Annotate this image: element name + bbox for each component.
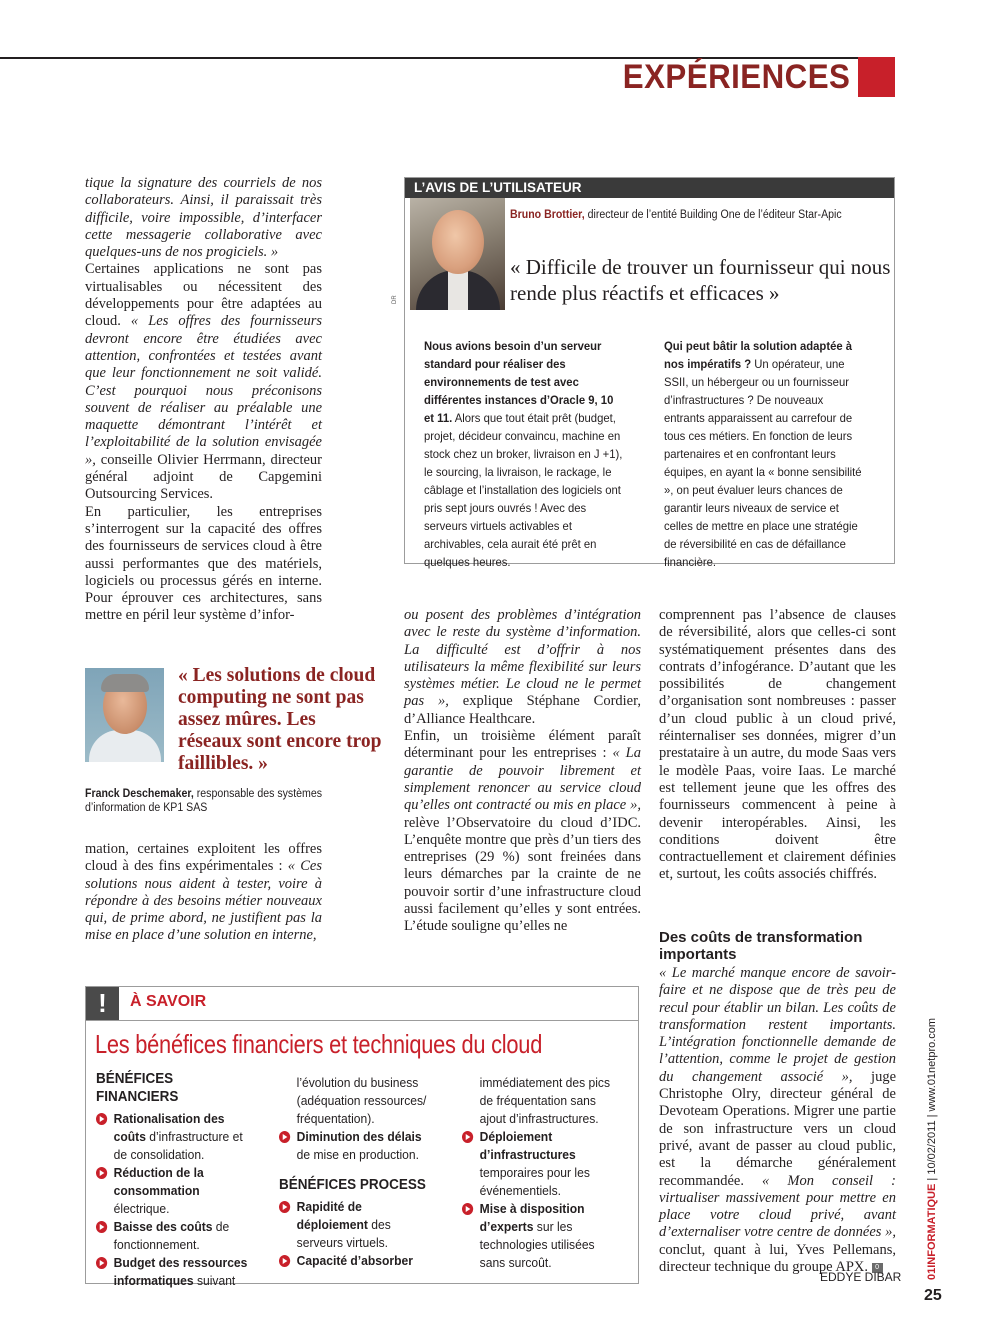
bullet-arrow-icon [279, 1201, 290, 1213]
list-item: Mise à disposition d’experts sur les technologies utilisées sans surcoût. [462, 1200, 615, 1272]
intro-quote: tique la signature des courriels de nos collaborateurs. Ainsi, il paraissait très difficile, voire impossible, d’interfacer cette messagerie collaborative avec quelques-uns de nos progiciels. » [85, 175, 322, 261]
process-benefits-heading: BÉNÉFICES PROCESS [279, 1177, 426, 1193]
end-of-article-icon: 0 [872, 1263, 883, 1273]
a-savoir-header [86, 987, 638, 1021]
benefits-column-1 [96, 1070, 254, 1290]
list-item: Budget des ressources informatiques suivant [96, 1254, 254, 1290]
list-item: Réduction de la consommation électrique. [96, 1164, 254, 1218]
column-3-top [659, 607, 896, 884]
list-item-continued: l’évolution du business (adéquation ressources/ fréquentation). [296, 1075, 427, 1126]
paragraph: Certaines applications ne sont pas virtualisables ou nécessitent des développements pour être adaptées au cloud. « Les offres des fournisseurs devront encore être étudiées avec attention, confrontées et testées avant que leur fonctionnement ne soit validé. C’est pourquoi nous préconisons souvent de réaliser au préalable une maquette démontrant l’intérêt et l’exploitabilité de la solution envisagée », conseille Olivier Herrmann, directeur général adjoint de Capgemini Outsourcing Services. [85, 261, 322, 503]
user-opinion-left-text: Nous avions besoin d’un serveur standard pour réaliser des environnements de test avec différentes instances d’Oracle 9, 10 et 11. Alors que tout était prêt (budget, projet, décideur convaincu, machine en stock chez un broker, livraison en J +1), le sourcing, la livraison, le rackage, le câblage et l’installation des logiciels ont pris sept jours ouvrés ! Avec des serveurs virtuels activables et archivables, cela aurait été prêt en quelques heures. [424, 339, 623, 569]
a-savoir-title: Les bénéfices financiers et techniques du cloud [95, 1029, 543, 1059]
user-opinion-box [404, 177, 895, 569]
list-item: Déploiement d’infrastructures temporaires pour les événementiels. [462, 1128, 615, 1200]
list-item-continued: immédiatement des pics de fréquentation sans ajout d’infrastructures. [479, 1075, 611, 1126]
a-savoir-box [85, 986, 639, 1288]
exclamation-icon: ! [86, 987, 119, 1020]
bullet-arrow-icon [462, 1203, 473, 1215]
paragraph: En particulier, les entreprises s’interrogent sur la capacité des offres des fournisseurs de services cloud à être aussi performantes que des matériels, logiciels ou processus gérés en interne. Pour éprouver ces architectures, sans mettre en péril leur système d’infor- [85, 503, 322, 624]
column-3-bottom [659, 965, 896, 1276]
list-item: Capacité d’absorber [279, 1252, 432, 1270]
financial-benefits-heading: BÉNÉFICES FINANCIERS [96, 1071, 179, 1105]
bullet-arrow-icon [279, 1131, 290, 1143]
paragraph: « Le marché manque encore de savoir-faire et ne dispose que de très peu de recul pour établir un bilan. Les coûts de transformation restent importants. L’intégration fonctionnelle demande de l’attention, comme le projet de gestion du changement associé », juge Christophe Olry, directeur général de Devoteam Operations. Migrer une partie de son infrastructure vers un cloud privé, avant de passer au cloud public, est la démarche généralement recommandée. « Mon conseil : virtualiser massivement pour mettre en place votre cloud privé, avant d’externaliser votre centre de données », conclut, quant à lui, Yves Pellemans, directeur technique du groupe APX. 0 [659, 965, 897, 1276]
a-savoir-label: À SAVOIR [130, 993, 207, 1010]
bullet-arrow-icon [462, 1131, 473, 1143]
user-opinion-attribution: Bruno Brottier, directeur de l’entité Building One de l’éditeur Star-Apic [510, 209, 842, 221]
list-item: Diminution des délais de mise en production. [279, 1128, 432, 1164]
bullet-arrow-icon [96, 1113, 107, 1125]
benefits-column-3 [462, 1074, 615, 1272]
running-footer: 01INFORMATIQUE | 10/02/2011 | www.01netpro.com [926, 1017, 938, 1280]
bullet-arrow-icon [96, 1167, 107, 1179]
benefits-column-2 [279, 1074, 432, 1270]
list-item: Rapidité de déploiement des serveurs virtuels. [279, 1198, 432, 1252]
pull-quote: « Les solutions de cloud computing ne sont pas assez mûres. Les réseaux sont encore trop faillibles. » [178, 665, 382, 774]
bullet-arrow-icon [96, 1221, 107, 1233]
user-opinion-quote: « Difficile de trouver un fournisseur qui nous rende plus réactifs et efficaces » [510, 255, 891, 305]
list-item: Rationalisation des coûts d’infrastructure et de consolidation. [96, 1110, 254, 1164]
user-opinion-right-text: Qui peut bâtir la solution adaptée à nos impératifs ? Un opérateur, une SSII, un hébergeur ou un fournisseur d’infrastructures ? De nouveaux entrants apparaissent au carrefour de tous ces métiers. En fonction de leurs partenaires et en confrontant leurs équipes, en ayant la « bonne sensibilité », on peut évaluer leurs chances de garantir leurs niveaux de service et celles de mettre en place une stratégie de réversibilité en cas de défaillance financière. [664, 339, 862, 569]
bullet-arrow-icon [279, 1255, 290, 1267]
author-signature: EDDYE DIBAR [820, 1270, 902, 1284]
column-1-top [85, 175, 322, 625]
user-opinion-label: L’AVIS DE L’UTILISATEUR [405, 178, 894, 198]
paragraph: comprennent pas l’absence de clauses de réversibilité, alors que celles-ci sont systématiquement présentes dans des contrats d’infogérance. D’autant que les possibilités de changement d’organisation sont nombreuses : passer d’un cloud public à un cloud privé, réinternaliser ses données, migrer d’un prestataire à un autre, du mode Saas vers le modèle Paas, voire Iaas. Le marché est tellement jeune que les offres des fournisseurs commencent à peine à devenir interopérables. Ainsi, les conditions doivent être contractuellement et clairement définies et, surtout, les coûts associés chiffrés. [659, 607, 896, 883]
paragraph: Enfin, un troisième élément paraît déterminant pour les entreprises : « La garantie de pouvoir librement et simplement renoncer au service cloud qu’elles ont contracté ou mis en place », relève l’Observatoire du cloud d’IDC. L’enquête montre que près d’un tiers des entreprises (29 %) sont freinées dans leurs démarches par la crainte de ne pouvoir sortir d’une infrastructure cloud aussi facilement qu’elles y sont entrées. L’étude souligne qu’elles ne [404, 728, 641, 935]
section-title: EXPÉRIENCES [622, 58, 850, 96]
paragraph: mation, certaines exploitent les offres cloud à des fins expérimentales : « Ces solutions nous aident à tester, voire à répondre à des besoins métier nouveaux qui, de prime abord, ne justifient pas la mise en place d’une solution en interne, [85, 841, 322, 944]
column-1-bottom [85, 841, 322, 945]
paragraph: ou posent des problèmes d’intégration avec le reste du système d’information. La difficulté est d’offrir à nos utilisateurs la même flexibilité sur leurs systèmes métier. Le cloud ne le permet pas », explique Stéphane Cordier, d’Alliance Healthcare. [404, 607, 641, 727]
bruno-brottier-photo [410, 198, 505, 310]
page-number: 25 [924, 1287, 942, 1304]
pull-quote-attribution: Franck Deschemaker, responsable des systèmes d’information de KP1 SAS [85, 788, 323, 814]
section-color-tab [858, 57, 895, 97]
photo-credit: DR [392, 295, 398, 304]
column-2 [404, 607, 641, 936]
franck-deschemaker-photo [85, 668, 164, 762]
list-item: Baisse des coûts de fonctionnement. [96, 1218, 254, 1254]
subheading: Des coûts de transformation importants [659, 929, 863, 963]
bullet-arrow-icon [96, 1257, 107, 1269]
